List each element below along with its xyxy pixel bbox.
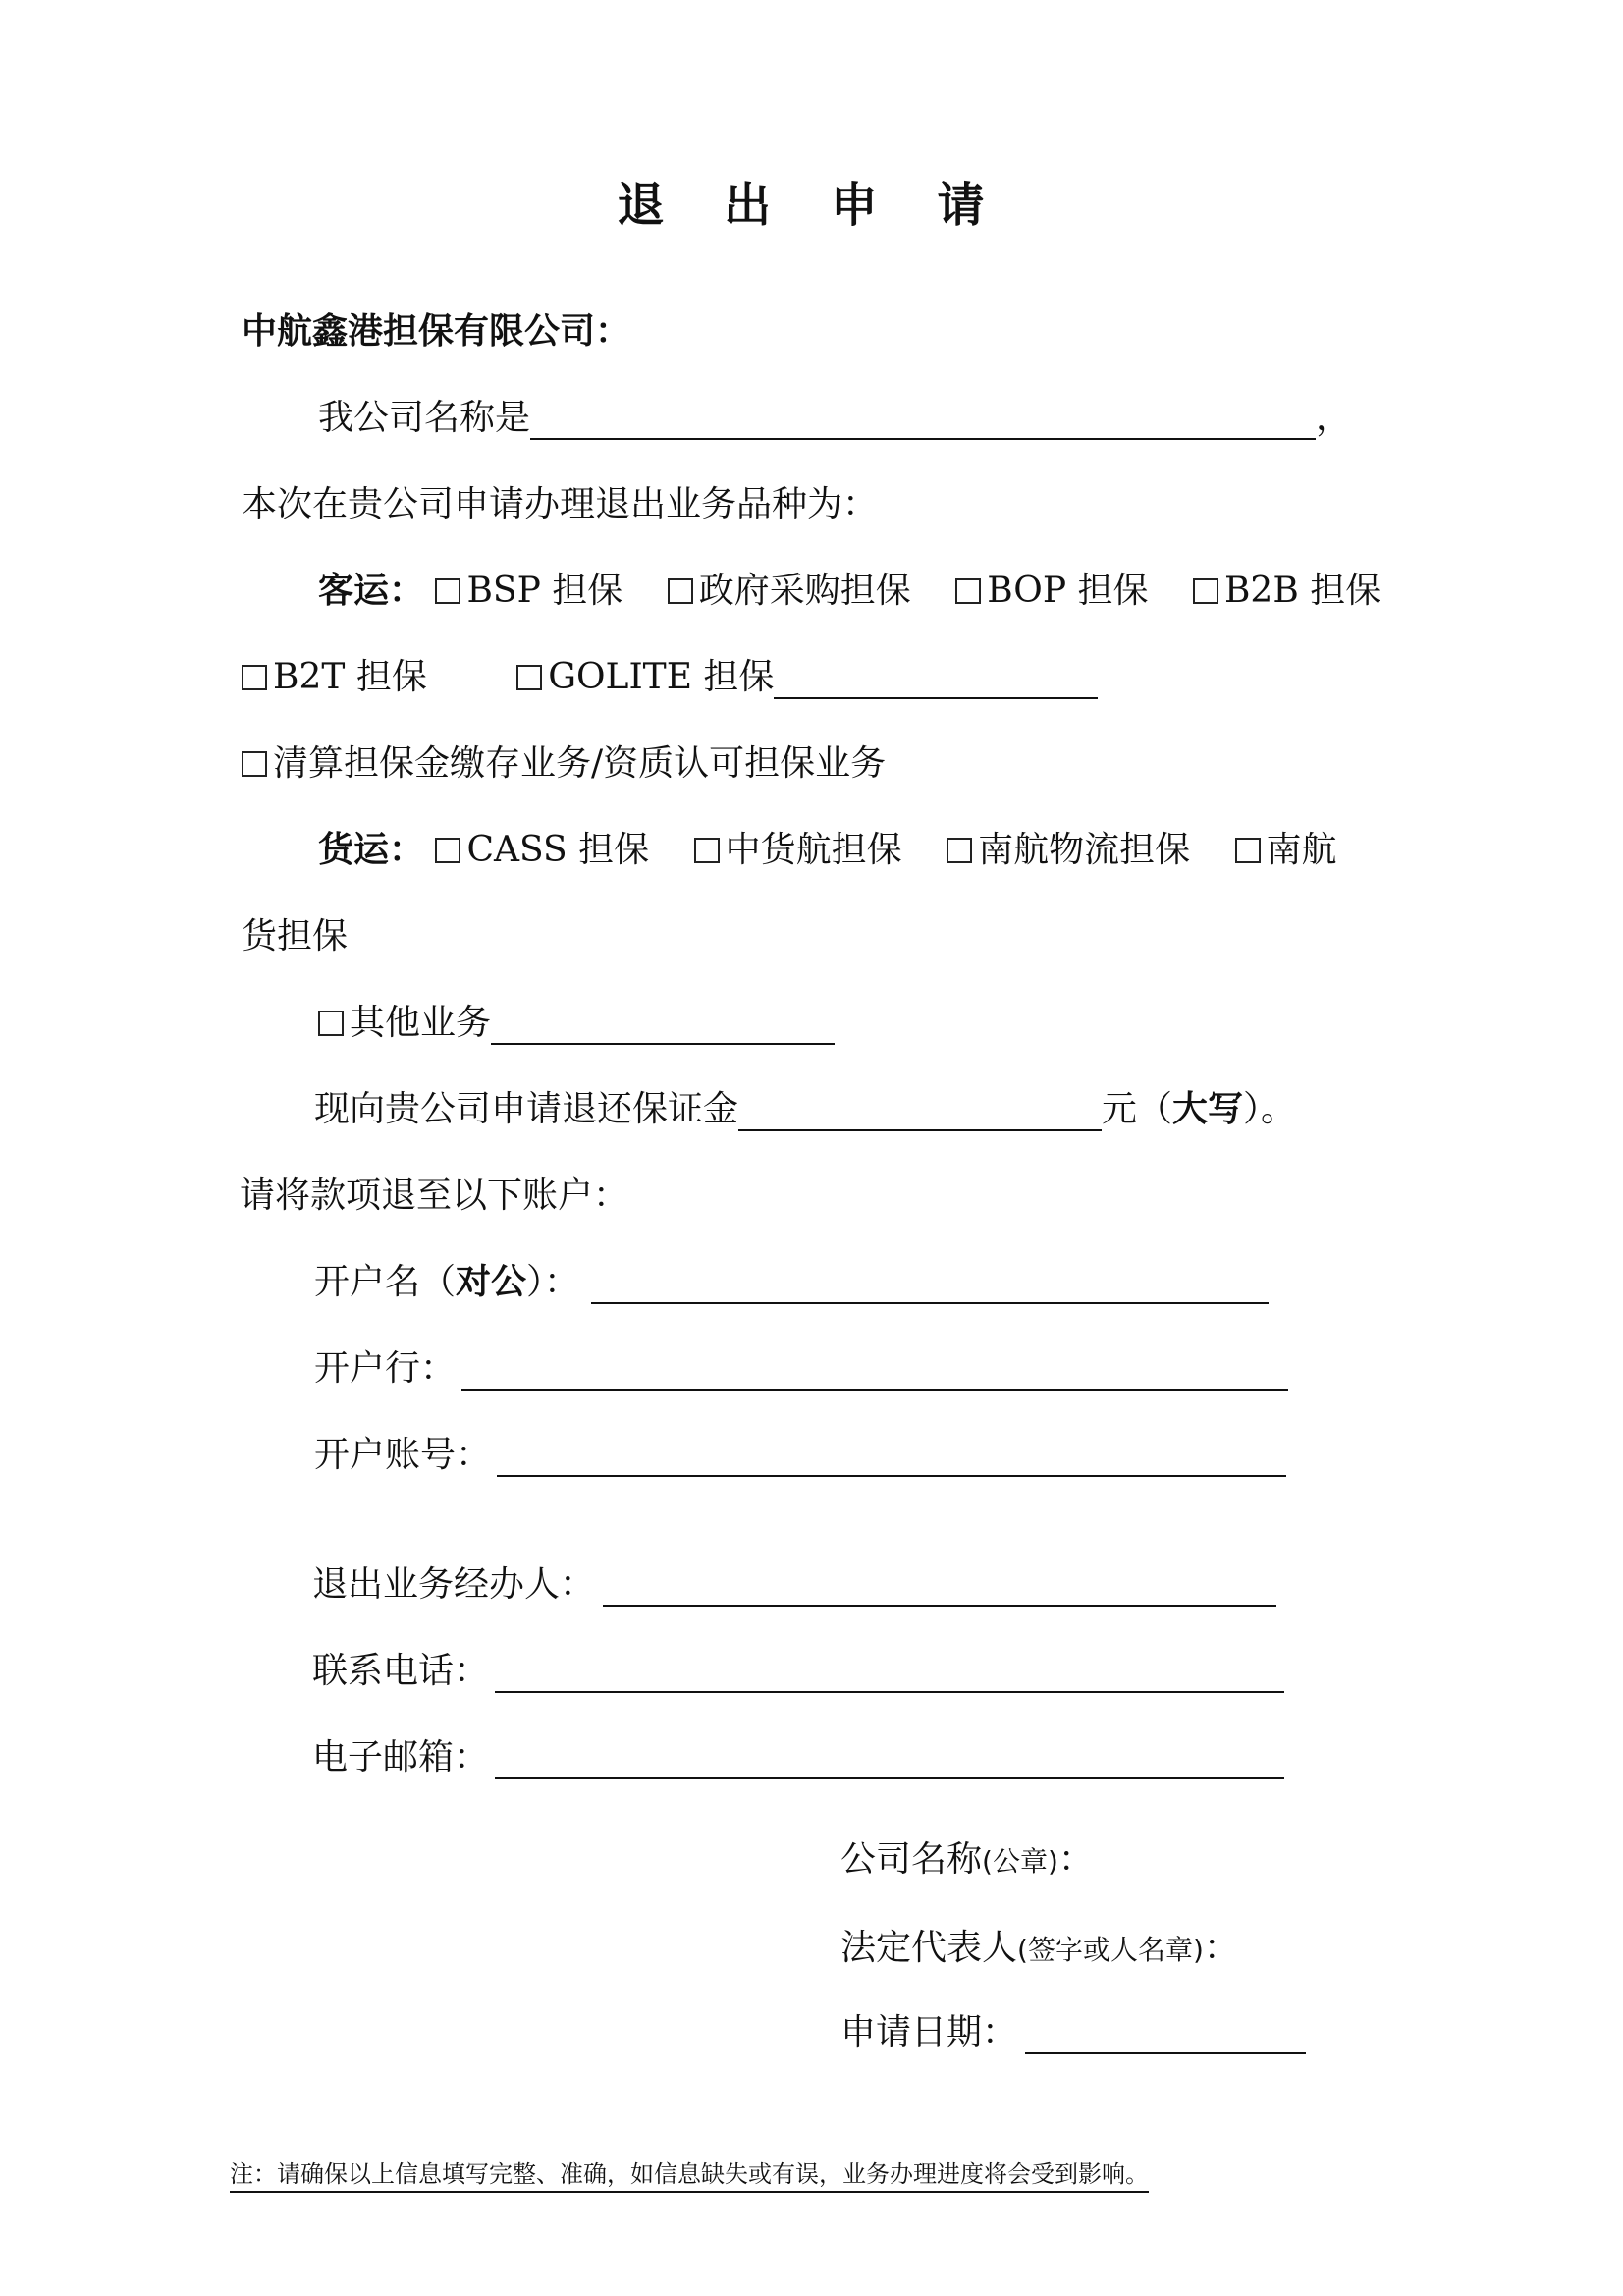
other-field[interactable] xyxy=(491,1008,835,1045)
option-b2t[interactable]: B2T 担保 xyxy=(242,656,427,699)
refund-unit: 元（ xyxy=(1102,1089,1173,1129)
company-seal-label: 公司名称 xyxy=(840,1839,983,1880)
option-csa-cargo[interactable]: 南航 xyxy=(1235,829,1337,872)
company-name-suffix: ， xyxy=(1316,398,1352,438)
legal-rep-colon: ： xyxy=(1203,1928,1239,1968)
checkbox-icon[interactable] xyxy=(516,665,542,690)
passenger-label: 客运： xyxy=(318,571,425,611)
checkbox-icon[interactable] xyxy=(318,1011,344,1036)
passenger-row-2 xyxy=(242,656,1098,699)
option-china-cargo[interactable]: 中货航担保 xyxy=(694,829,902,872)
handler-row xyxy=(312,1563,1276,1607)
checkbox-icon[interactable] xyxy=(947,838,972,863)
company-name-row xyxy=(318,397,1351,440)
account-name-label-b: 对公 xyxy=(456,1262,527,1302)
clearing-row xyxy=(242,742,886,786)
account-name-row xyxy=(314,1261,1269,1304)
account-name-field[interactable] xyxy=(591,1267,1269,1304)
addressee: 中航鑫港担保有限公司： xyxy=(242,311,631,352)
account-name-label-c: ）： xyxy=(526,1262,580,1302)
footer-note: 注：请确保以上信息填写完整、准确，如信息缺失或有误，业务办理进度将会受到影响。 xyxy=(230,2155,1149,2193)
checkbox-icon[interactable] xyxy=(668,578,693,604)
other-row xyxy=(318,1002,835,1045)
checkbox-icon[interactable] xyxy=(1235,838,1261,863)
refund-uppercase: 大写 xyxy=(1172,1089,1244,1129)
refund-amount-field[interactable] xyxy=(738,1094,1102,1131)
company-seal-row xyxy=(840,1838,1094,1884)
bank-field[interactable] xyxy=(461,1353,1288,1391)
option-other[interactable]: 其他业务 xyxy=(318,1002,491,1045)
golite-field[interactable] xyxy=(774,662,1098,699)
cargo-label: 货运： xyxy=(318,830,425,870)
company-name-field[interactable] xyxy=(530,403,1316,440)
company-name-label: 我公司名称是 xyxy=(318,398,531,438)
cargo-row xyxy=(318,829,1388,872)
option-gov-procurement[interactable]: 政府采购担保 xyxy=(668,570,911,613)
checkbox-icon[interactable] xyxy=(242,665,267,690)
account-heading: 请将款项退至以下账户： xyxy=(240,1175,629,1216)
option-bsp[interactable]: BSP 担保 xyxy=(435,570,622,613)
email-label: 电子邮箱： xyxy=(312,1737,490,1777)
option-bop[interactable]: BOP 担保 xyxy=(955,570,1148,613)
option-golite[interactable]: GOLITE 担保 xyxy=(516,656,774,699)
account-no-label: 开户账号： xyxy=(314,1435,492,1475)
checkbox-icon[interactable] xyxy=(435,838,460,863)
option-csa-logistics[interactable]: 南航物流担保 xyxy=(947,829,1190,872)
checkbox-icon[interactable] xyxy=(1193,578,1218,604)
account-no-field[interactable] xyxy=(497,1440,1286,1477)
email-field[interactable] xyxy=(495,1742,1284,1779)
account-no-row xyxy=(314,1434,1286,1477)
date-row xyxy=(840,2011,1306,2054)
account-name-label-a: 开户名（ xyxy=(314,1262,457,1302)
phone-label: 联系电话： xyxy=(312,1651,490,1691)
legal-rep-row xyxy=(840,1927,1239,1972)
phone-field[interactable] xyxy=(495,1656,1284,1693)
cargo-wrap-text: 货担保 xyxy=(242,916,349,957)
checkbox-icon[interactable] xyxy=(955,578,981,604)
option-b2b[interactable]: B2B 担保 xyxy=(1193,570,1380,613)
option-cass[interactable]: CASS 担保 xyxy=(435,829,649,872)
legal-rep-label: 法定代表人 xyxy=(840,1928,1018,1968)
checkbox-icon[interactable] xyxy=(694,838,720,863)
refund-end: ）。 xyxy=(1243,1089,1297,1129)
checkbox-icon[interactable] xyxy=(242,751,267,777)
phone-row xyxy=(312,1650,1284,1693)
refund-row xyxy=(314,1088,1296,1131)
legal-rep-note: (签字或人名章) xyxy=(1017,1934,1204,1966)
handler-field[interactable] xyxy=(603,1569,1276,1607)
refund-prefix: 现向贵公司申请退还保证金 xyxy=(314,1089,739,1129)
email-row xyxy=(312,1736,1284,1779)
company-seal-colon: ： xyxy=(1057,1839,1094,1880)
company-seal-note: (公章) xyxy=(982,1845,1058,1878)
intro-line: 本次在贵公司申请办理退出业务品种为： xyxy=(242,484,879,524)
handler-label: 退出业务经办人： xyxy=(312,1564,596,1605)
bank-row xyxy=(314,1347,1288,1391)
checkbox-icon[interactable] xyxy=(435,578,460,604)
date-field[interactable] xyxy=(1025,2017,1306,2054)
page-title: 退 出 申 请 xyxy=(617,178,1006,233)
passenger-row-1 xyxy=(318,570,1379,613)
option-clearing[interactable]: 清算担保金缴存业务/资质认可担保业务 xyxy=(242,742,886,786)
bank-label: 开户行： xyxy=(314,1348,457,1389)
date-label: 申请日期： xyxy=(840,2012,1018,2052)
